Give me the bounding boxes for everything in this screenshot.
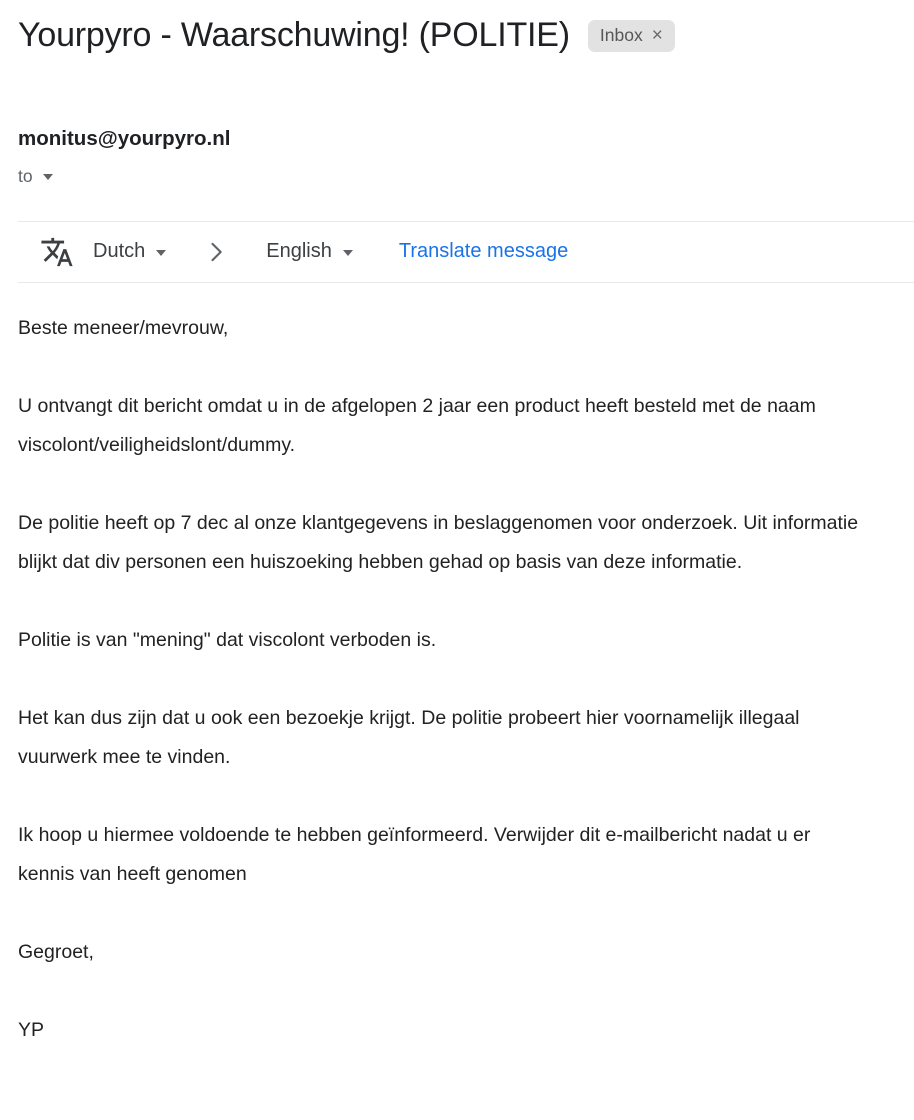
- chevron-down-icon: [43, 174, 53, 180]
- chevron-down-icon: [343, 250, 353, 256]
- translate-bar: [18, 221, 914, 283]
- chevron-right-icon: [202, 238, 230, 266]
- body-paragraph: U ontvangt dit bericht omdat u in de afgelopen 2 jaar een product heeft besteld met de naam viscolont/veiligheidslont/dummy.: [18, 394, 816, 456]
- label-remove-icon[interactable]: ×: [651, 24, 663, 46]
- body-paragraph: Gegroet,: [18, 940, 94, 963]
- body-paragraph: Het kan dus zijn dat u ook een bezoekje krijgt. De politie probeert hier voornamelijk illegaal vuurwerk mee te vinden.: [18, 706, 800, 768]
- body-paragraph: YP: [18, 1018, 45, 1041]
- target-language-label: English: [266, 240, 332, 263]
- translate-message-link[interactable]: Translate message: [398, 240, 569, 263]
- chevron-down-icon: [156, 250, 166, 256]
- inbox-label-chip[interactable]: [588, 20, 675, 52]
- source-language-dropdown[interactable]: [93, 240, 166, 263]
- sender-email[interactable]: monitus@yourpyro.nl: [18, 126, 231, 150]
- to-label: to: [18, 165, 33, 186]
- recipient-details-toggle[interactable]: [18, 165, 53, 187]
- subject-row: [18, 14, 914, 58]
- email-body: [18, 309, 868, 1084]
- email-subject: Yourpyro - Waarschuwing! (POLITIE): [18, 16, 570, 54]
- body-paragraph: Beste meneer/mevrouw,: [18, 316, 229, 339]
- body-paragraph: Politie is van "mening" dat viscolont verboden is.: [18, 628, 437, 651]
- translate-icon: [40, 235, 74, 269]
- body-paragraph: De politie heeft op 7 dec al onze klantgegevens in beslaggenomen voor onderzoek. Uit informatie blijkt dat div personen een huiszoeking hebben gehad op basis van deze informatie.: [18, 511, 859, 573]
- target-language-dropdown[interactable]: [266, 240, 353, 263]
- inbox-label-text: Inbox: [599, 24, 643, 45]
- source-language-label: Dutch: [93, 240, 146, 263]
- body-paragraph: Ik hoop u hiermee voldoende te hebben geïnformeerd. Verwijder dit e-mailbericht nadat u er kennis van heeft genomen: [18, 823, 811, 885]
